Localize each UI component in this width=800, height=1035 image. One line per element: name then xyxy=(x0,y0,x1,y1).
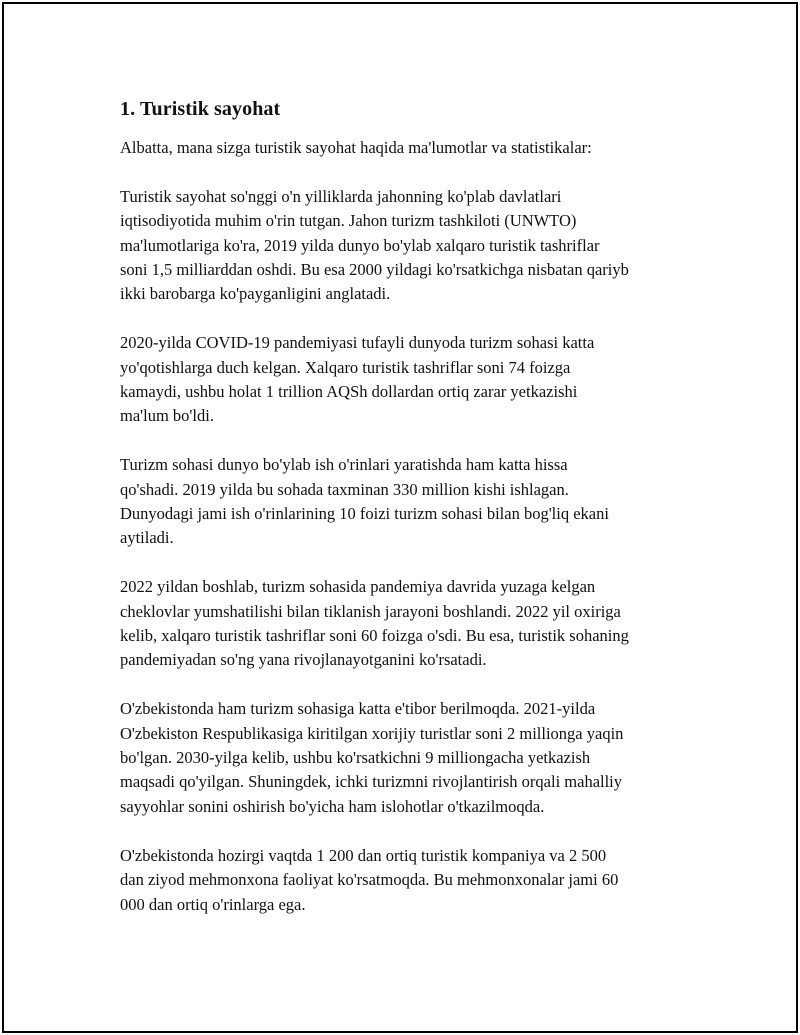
text-line: iqtisodiyotida muhim o'rin tutgan. Jahon turizm tashkiloti (UNWTO) xyxy=(120,211,577,231)
text-line: Turizm sohasi dunyo bo'ylab ish o'rinlari yaratishda ham katta hissa xyxy=(120,455,568,475)
paragraph xyxy=(120,453,700,551)
text-line: sayyohlar sonini oshirish bo'yicha ham islohotlar o'tkazilmoqda. xyxy=(120,796,545,816)
paragraph xyxy=(120,331,700,429)
text-line: soni 1,5 milliarddan oshdi. Bu esa 2000 yildagi ko'rsatkichga nisbatan qariyb xyxy=(120,260,629,280)
page-frame xyxy=(2,2,798,1033)
text-line: yo'qotishlarga duch kelgan. Xalqaro turistik tashriflar soni 74 foizga xyxy=(120,357,571,377)
text-line: pandemiyadan so'ng yana rivojlanayotganini ko'rsatadi. xyxy=(120,650,487,670)
text-line: O'zbekistonda hozirgi vaqtda 1 200 dan ortiq turistik kompaniya va 2 500 xyxy=(120,845,607,865)
text-line: aytiladi. xyxy=(120,528,174,548)
text-line: kelib, xalqaro turistik tashriflar soni 60 foizga o'sdi. Bu esa, turistik sohaning xyxy=(120,626,629,646)
text-line: ma'lum bo'ldi. xyxy=(120,406,214,426)
text-line: qo'shadi. 2019 yilda bu sohada taxminan 330 million kishi ishlagan. xyxy=(120,479,569,499)
text-line: dan ziyod mehmonxona faoliyat ko'rsatmoqda. Bu mehmonxonalar jami 60 xyxy=(120,870,619,890)
text-line: 000 dan ortiq o'rinlarga ega. xyxy=(120,894,306,914)
text-line: 2020-yilda COVID-19 pandemiyasi tufayli dunyoda turizm sohasi katta xyxy=(120,333,595,353)
paragraph xyxy=(120,575,700,673)
text-line: maqsadi qo'yilgan. Shuningdek, ichki turizmni rivojlantirish orqali mahalliy xyxy=(120,772,623,792)
text-line: bo'lgan. 2030-yilga kelib, ushbu ko'rsatkichni 9 milliongacha yetkazish xyxy=(120,748,591,768)
paragraph xyxy=(120,697,700,819)
text-line: O'zbekistonda ham turizm sohasiga katta e'tibor berilmoqda. 2021-yilda xyxy=(120,699,596,719)
text-line: O'zbekiston Respublikasiga kiritilgan xorijiy turistlar soni 2 millionga yaqin xyxy=(120,723,624,743)
text-line: ikki barobarga ko'payganligini anglatadi. xyxy=(120,284,391,304)
text-line: ma'lumotlariga ko'ra, 2019 yilda dunyo bo'ylab xalqaro turistik tashriflar xyxy=(120,235,600,255)
paragraph xyxy=(120,844,700,917)
text-line: Dunyodagi jami ish o'rinlarining 10 foizi turizm sohasi bilan bog'liq ekani xyxy=(120,504,609,524)
text-line: Turistik sayohat so'nggi o'n yilliklarda jahonning ko'plab davlatlari xyxy=(120,186,562,206)
text-line: 2022 yildan boshlab, turizm sohasida pandemiya davrida yuzaga kelgan xyxy=(120,577,596,597)
document-body xyxy=(120,96,700,941)
section-heading: 1. Turistik sayohat xyxy=(120,98,281,120)
paragraph-list xyxy=(120,136,700,917)
text-line: kamaydi, ushbu holat 1 trillion AQSh dollardan ortiq zarar yetkazishi xyxy=(120,382,578,402)
paragraph xyxy=(120,185,700,307)
text-line: Albatta, mana sizga turistik sayohat haqida ma'lumotlar va statistikalar: xyxy=(120,138,592,157)
paragraph xyxy=(120,136,700,160)
text-line: cheklovlar yumshatilishi bilan tiklanish jarayoni boshlandi. 2022 yil oxiriga xyxy=(120,601,621,621)
